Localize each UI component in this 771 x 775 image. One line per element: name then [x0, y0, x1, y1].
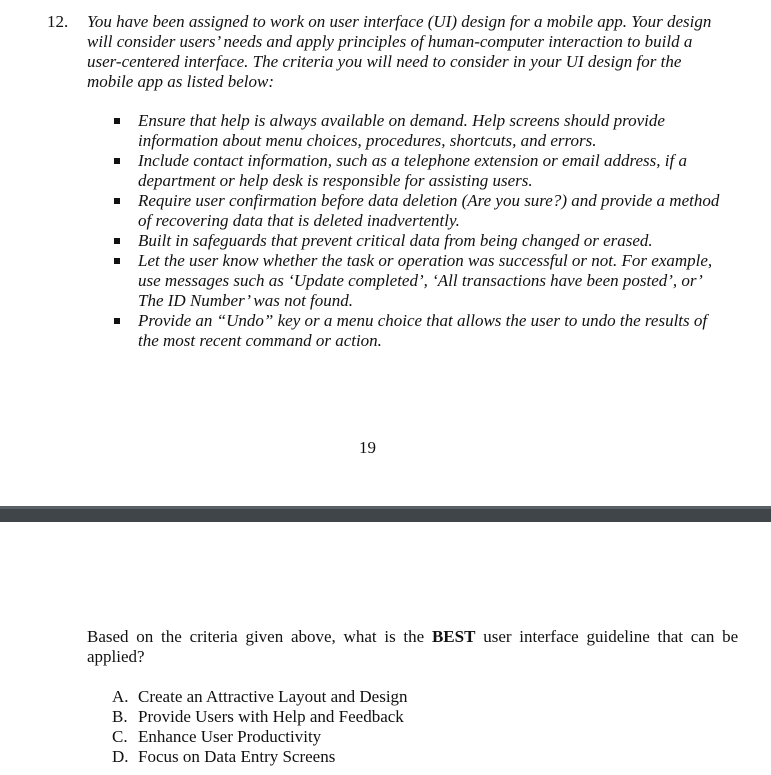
question-prompt-line: Based on the criteria given above, what is the BEST user interface guideline that can be: [87, 627, 739, 646]
question-text: [87, 12, 737, 92]
emphasis-best: BEST: [431, 627, 476, 646]
question-text-line: will consider users’ needs and apply principles of human-computer interaction to build a: [87, 32, 693, 51]
question-text-line: user-centered interface. The criteria you will need to consider in your UI design for the: [87, 52, 682, 71]
square-bullet-icon: [114, 258, 120, 264]
answer-options: [112, 687, 408, 767]
question-prompt: [87, 627, 742, 667]
question-number: 12.: [47, 12, 69, 31]
square-bullet-icon: [114, 318, 120, 324]
answer-option-a[interactable]: A. Create an Attractive Layout and Design: [112, 687, 408, 706]
criteria-item: Ensure that help is always available on demand. Help screens should provide information about menu choices, procedures, shortcuts, and errors.: [112, 111, 742, 151]
question-prompt-line: applied?: [87, 647, 145, 666]
criteria-item: Include contact information, such as a telephone extension or email address, if a department or help desk is responsible for assisting users.: [112, 151, 742, 191]
square-bullet-icon: [114, 158, 120, 164]
answer-option-b[interactable]: B. Provide Users with Help and Feedback: [112, 707, 404, 726]
square-bullet-icon: [114, 118, 120, 124]
document-page-lower: [0, 522, 771, 775]
question-text-line: mobile app as listed below:: [87, 72, 274, 91]
criteria-item: Let the user know whether the task or operation was successful or not. For example, use messages such as ‘Update completed’, ‘All transactions have been posted’, or’ The ID Number’ was not found.: [112, 251, 742, 311]
criteria-item: Require user confirmation before data deletion (Are you sure?) and provide a method of recovering data that is deleted inadvertently.: [112, 191, 742, 231]
answer-option-d[interactable]: D. Focus on Data Entry Screens: [112, 747, 336, 766]
answer-option-c[interactable]: C. Enhance User Productivity: [112, 727, 322, 746]
page-separator: [0, 506, 771, 522]
criteria-item: Provide an “Undo” key or a menu choice that allows the user to undo the results of the most recent command or action.: [112, 311, 742, 351]
page-separator-highlight: [0, 506, 771, 509]
page-number: 19: [359, 438, 376, 457]
question-text-line: You have been assigned to work on user interface (UI) design for a mobile app. Your design: [87, 12, 712, 31]
square-bullet-icon: [114, 238, 120, 244]
criteria-list: [112, 111, 742, 351]
square-bullet-icon: [114, 198, 120, 204]
criteria-item: Built in safeguards that prevent critical data from being changed or erased.: [112, 231, 742, 251]
